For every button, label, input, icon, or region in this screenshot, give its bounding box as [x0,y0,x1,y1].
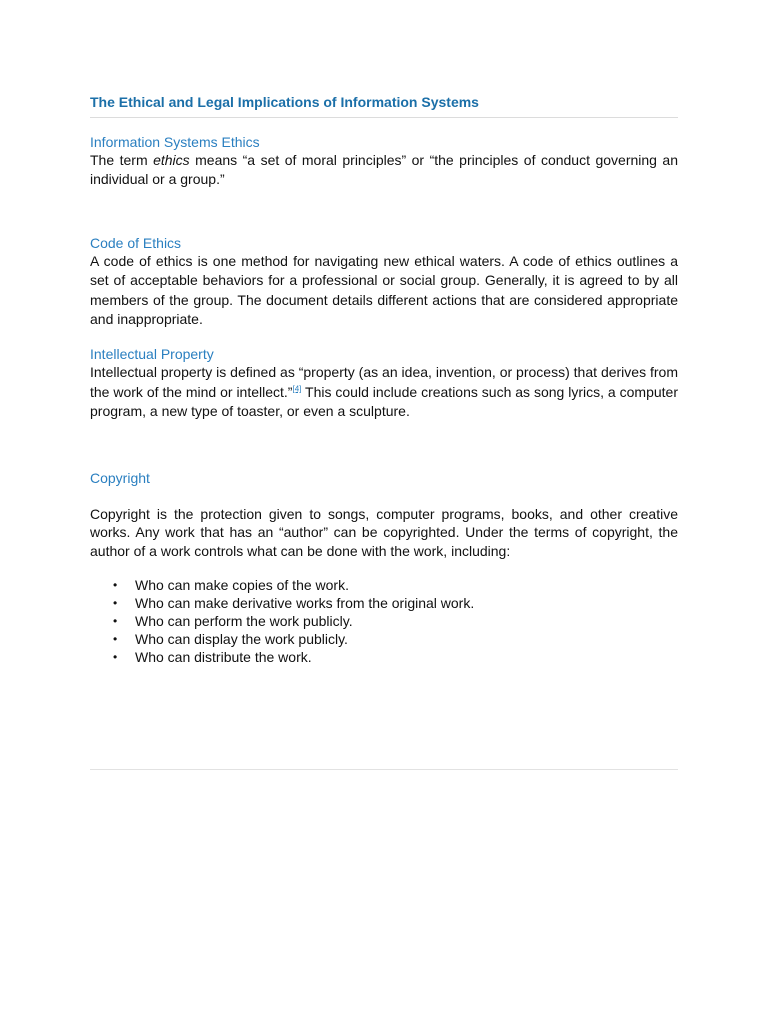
list-item-text: Who can make copies of the work. [135,577,349,594]
section-paragraph-code-of-ethics: A code of ethics is one method for navigating new ethical waters. A code of ethics outlines a set of acceptable behaviors for a professional or social group. Generally, it is agreed to by all members of the group. The document details different actions that are considered appropriate and inappropriate. [90,252,678,328]
document-title: The Ethical and Legal Implications of Information Systems [90,92,678,118]
bullet-icon: • [113,578,118,593]
section-heading-code-of-ethics: Code of Ethics [90,234,182,251]
section-heading-intellectual-property: Intellectual Property [90,346,214,363]
paragraph-text: The term [90,152,154,168]
document-content [90,92,678,666]
emphasized-term: ethics [153,152,190,168]
list-item [90,648,678,666]
footnote-reference-link[interactable]: [4] [292,384,302,394]
paragraph-text: Intellectual property is defined as “property (as an idea, invention, or process) that derives from the work of the mind or intellect.” [90,364,678,400]
paragraph-text: This could include creations such as song lyrics, a computer program, a new type of toaster, or even a sculpture. [90,383,678,420]
section-paragraph-intellectual-property [90,363,678,421]
list-item-text: Who can make derivative works from the original work. [135,595,475,612]
copyright-rights-list [90,576,678,666]
section-paragraph-information-systems-ethics [90,151,678,190]
bullet-icon: • [113,614,118,629]
list-item [90,630,678,648]
section-heading-copyright: Copyright [90,469,150,486]
list-item-text: Who can distribute the work. [135,649,312,666]
bullet-icon: • [113,596,118,611]
section-heading-information-systems-ethics: Information Systems Ethics [90,134,260,150]
list-item [90,576,678,594]
section-paragraph-copyright: Copyright is the protection given to songs, computer programs, books, and other creative works. Any work that has an “author” can be copyrighted. Under the terms of copyright, the author of a work controls what can be done with the work, including: [90,505,678,559]
bottom-divider [90,769,678,770]
list-item [90,612,678,630]
list-item-text: Who can display the work publicly. [135,631,348,648]
paragraph-text: means “a set of moral principles” or “the principles of conduct governing an individual or a group.” [90,152,678,188]
list-item-text: Who can perform the work publicly. [135,613,353,630]
bullet-icon: • [113,632,118,647]
list-item [90,594,678,612]
bullet-icon: • [113,650,118,665]
